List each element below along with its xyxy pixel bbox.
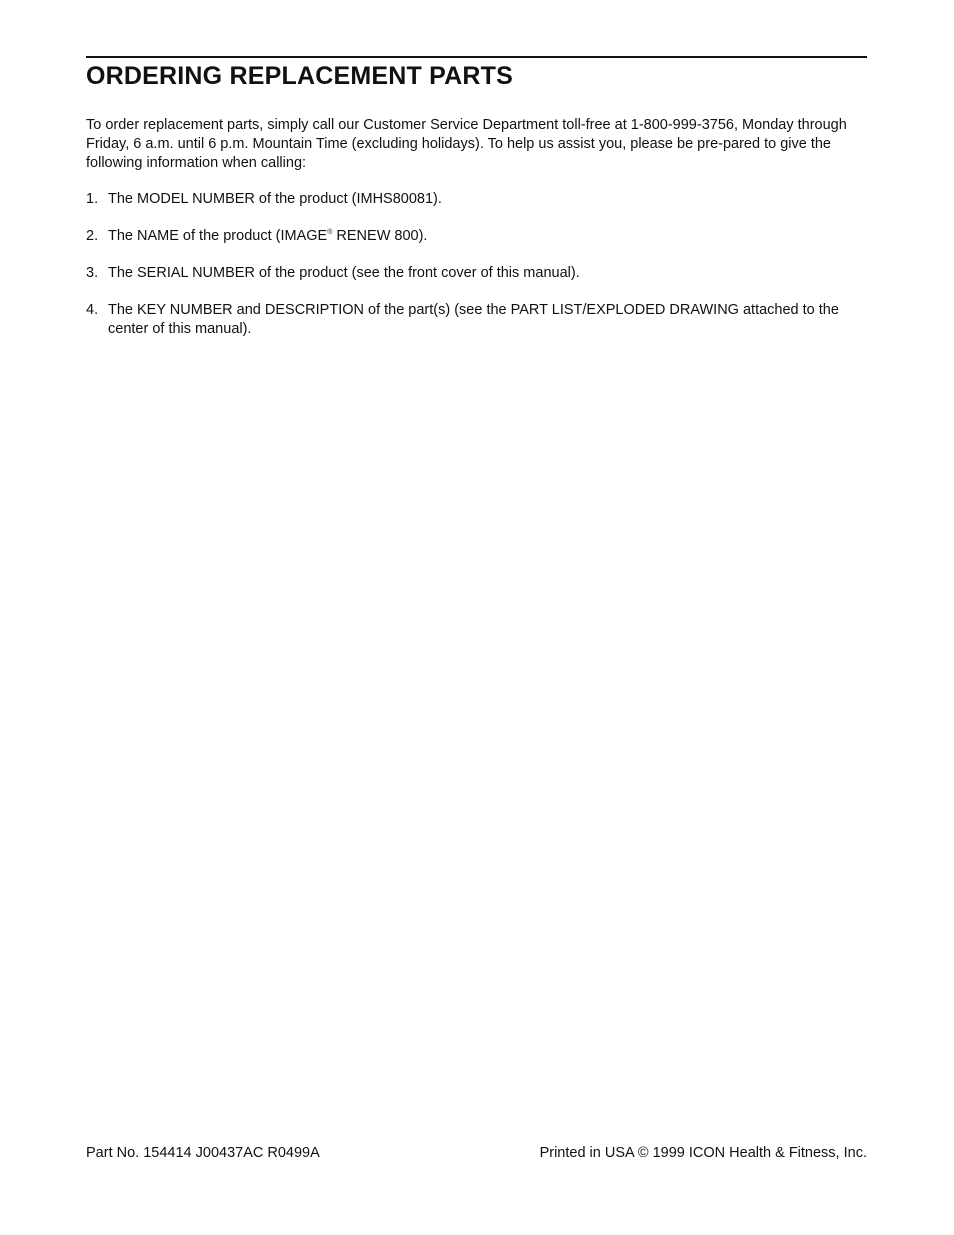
list-item-number: 1. bbox=[86, 191, 99, 207]
intro-paragraph: To order replacement parts, simply call our Customer Service Department toll-free at 1-800-999-3756, Monday through Friday, 6 a.m. until 6 p.m. Mountain Time (excluding holidays). To help us assist you, please be pre-pared to give the following information when calling: bbox=[86, 117, 847, 171]
list-item bbox=[86, 301, 871, 339]
list-item-text: The MODEL NUMBER of the product (IMHS80081). bbox=[108, 191, 442, 207]
header-rule bbox=[86, 56, 867, 58]
list-item bbox=[86, 264, 871, 283]
registered-mark: ® bbox=[327, 229, 333, 236]
list-item-number: 2. bbox=[86, 228, 99, 244]
list-item-text bbox=[108, 227, 871, 246]
product-name-suffix: RENEW 800). bbox=[332, 228, 428, 244]
footer-part-number: Part No. 154414 J00437AC R0499A bbox=[86, 1145, 320, 1161]
list-item-number: 4. bbox=[86, 302, 99, 318]
list-item-text: The KEY NUMBER and DESCRIPTION of the part(s) (see the PART LIST/EXPLODED DRAWING attached to the center of this manual). bbox=[108, 302, 839, 337]
list-item bbox=[86, 227, 871, 246]
page-title: ORDERING REPLACEMENT PARTS bbox=[86, 62, 513, 90]
list-item-text: The SERIAL NUMBER of the product (see the front cover of this manual). bbox=[108, 265, 580, 281]
list-item bbox=[86, 190, 871, 209]
information-list bbox=[86, 190, 871, 357]
list-item-number: 3. bbox=[86, 265, 99, 281]
footer-copyright: Printed in USA © 1999 ICON Health & Fitness, Inc. bbox=[539, 1145, 867, 1161]
product-name-prefix: The NAME of the product (IMAGE bbox=[108, 228, 328, 244]
